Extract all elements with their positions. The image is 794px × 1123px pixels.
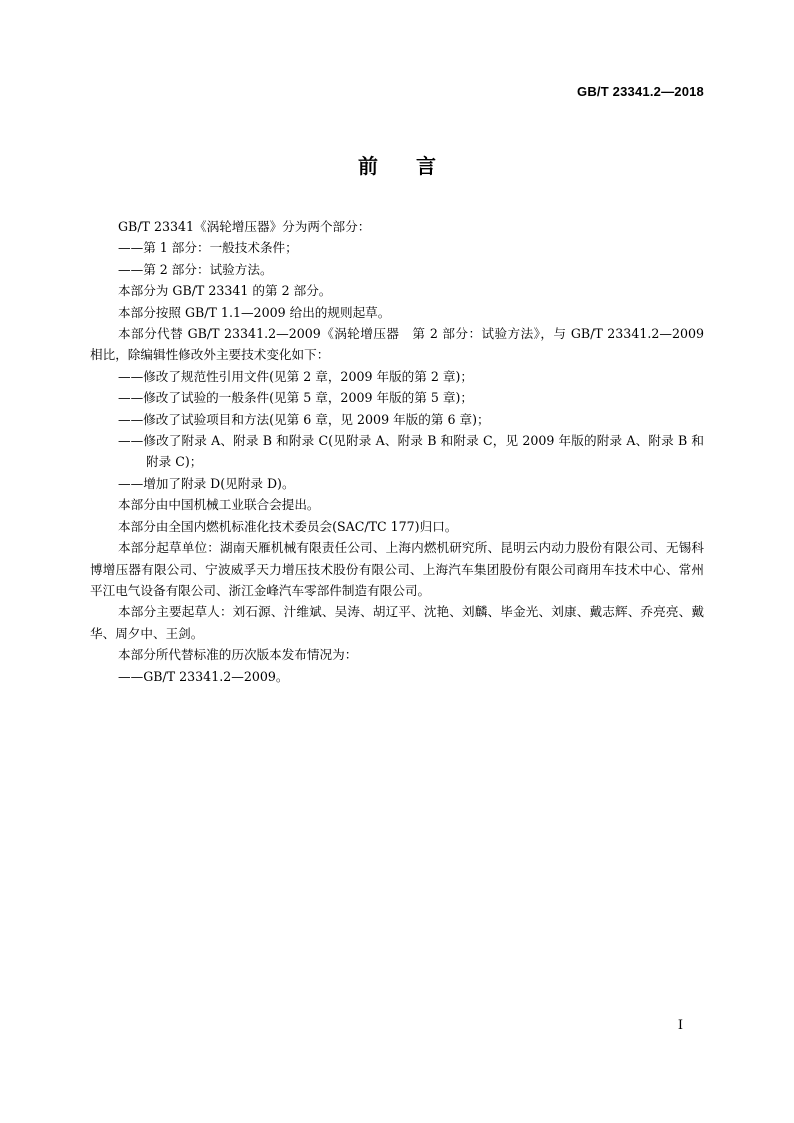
paragraph: 本部分由中国机械工业联合会提出。 (118, 497, 320, 513)
page-title: 前言 (358, 154, 474, 178)
paragraph: 本部分所代替标准的历次版本发布情况为： (118, 647, 358, 663)
page-number: I (677, 1018, 683, 1033)
paragraph: GB/T 23341《涡轮增压器》分为两个部分： (118, 219, 371, 234)
paragraph: 本部分由全国内燃机标准化技术委员会(SAC/TC 177)归口。 (118, 518, 458, 534)
paragraph: 本部分代替 GB/T 23341.2—2009《涡轮增压器 第 2 部分：试验方法》，与 GB/T 23341.2—2009 相比，除编辑性修改外主要技术变化如下： (90, 326, 704, 363)
list-item: ——第 2 部分：试验方法。 (118, 261, 273, 277)
list-item: ——GB/T 23341.2—2009。 (118, 668, 289, 684)
list-item: ——修改了试验项目和方法(见第 6 章，见 2009 年版的第 6 章)； (118, 411, 490, 427)
list-item: ——增加了附录 D(见附录 D)。 (118, 475, 295, 491)
paragraph: 本部分起草单位：湖南天雁机械有限责任公司、上海内燃机研究所、昆明云内动力股份有限公司、无锡科博增压器有限公司、宁波威孚天力增压技术股份有限公司、上海汽车集团股份有限公司商用车技术中心、常州平江电气设备有限公司、浙江金峰汽车零部件制造有限公司。 (90, 540, 704, 598)
list-item: ——修改了规范性引用文件(见第 2 章，2009 年版的第 2 章)； (118, 368, 473, 384)
list-item: ——修改了试验的一般条件(见第 5 章，2009 年版的第 5 章)； (118, 390, 473, 406)
paragraph: 本部分为 GB/T 23341 的第 2 部分。 (118, 283, 332, 299)
list-item: ——第 1 部分：一般技术条件； (118, 240, 298, 256)
standard-code: GB/T 23341.2—2018 (577, 84, 704, 99)
paragraph: 本部分主要起草人：刘石源、汁维斌、吴涛、胡辽平、沈艳、刘麟、毕金光、刘康、戴志辉、乔亮亮、戴华、周夕中、王剑。 (90, 604, 704, 641)
foreword-body (90, 216, 704, 687)
list-item: ——修改了附录 A、附录 B 和附录 C(见附录 A、附录 B 和附录 C，见 2009 年版的附录 A、附录 B 和附录 C)； (118, 433, 704, 470)
paragraph: 本部分按照 GB/T 1.1—2009 给出的规则起草。 (118, 304, 391, 320)
